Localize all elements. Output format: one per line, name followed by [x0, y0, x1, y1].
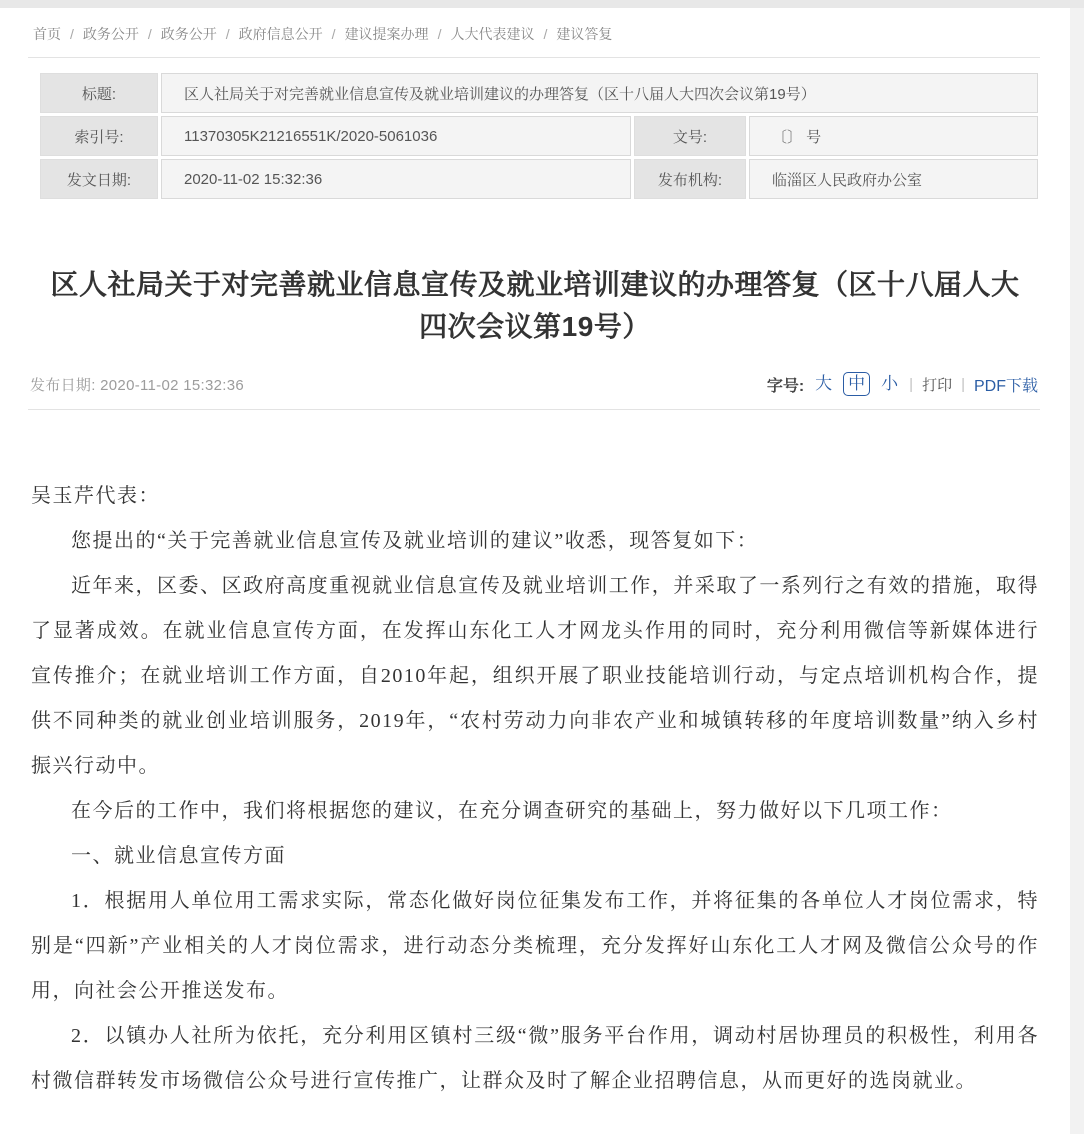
breadcrumb-separator: /	[225, 26, 230, 42]
meta-label-doc-number: 文号:	[634, 116, 746, 156]
meta-label-index-number: 索引号:	[40, 116, 158, 156]
paragraph: 1．根据用人单位用工需求实际，常态化做好岗位征集发布工作，并将征集的各单位人才岗位需求，特别是“四新”产业相关的人才岗位需求，进行动态分类梳理，充分发挥好山东化工人才网及微信公众号的作用，向社会公开推送发布。	[31, 890, 1039, 1002]
title-divider	[28, 409, 1040, 410]
paragraph: 2．以镇办人社所为依托，充分利用区镇村三级“微”服务平台作用，调动村居协理员的积极性，利用各村微信群转发市场微信公众号进行宣传推广，让群众及时了解企业招聘信息，从而更好的选岗就业。	[31, 1025, 1039, 1092]
document-meta-table	[37, 70, 1041, 202]
font-size-large-button[interactable]: 大	[815, 374, 833, 393]
breadcrumb-item-zhengwu-2[interactable]: 政务公开	[160, 26, 217, 42]
paragraph: 近年来，区委、区政府高度重视就业信息宣传及就业培训工作，并采取了一系列行之有效的措施，取得了显著成效。在就业信息宣传方面，在发挥山东化工人才网龙头作用的同时，充分利用微信等新媒体进行宣传推介；在就业培训工作方面，自2010年起，组织开展了职业技能培训行动，与定点培训机构合作，提供不同种类的就业创业培训服务，2019年，“农村劳动力向非农产业和城镇转移的年度培训数量”纳入乡村振兴行动中。	[31, 575, 1039, 777]
meta-row-date	[40, 159, 1038, 199]
breadcrumb	[0, 8, 1070, 44]
article-body	[31, 474, 1039, 1104]
meta-label-title: 标题:	[40, 73, 158, 113]
meta-value-issuing-agency: 临淄区人民政府办公室	[749, 159, 1038, 199]
paragraph-section-heading: 一、就业信息宣传方面	[71, 845, 286, 867]
breadcrumb-item-npc-suggestions[interactable]: 人大代表建议	[450, 26, 535, 42]
breadcrumb-separator: /	[543, 26, 548, 42]
breadcrumb-divider	[28, 57, 1040, 58]
breadcrumb-item-zhengwu-1[interactable]: 政务公开	[82, 26, 139, 42]
breadcrumb-item-proposal-handling[interactable]: 建议提案办理	[344, 26, 429, 42]
meta-value-title: 区人社局关于对完善就业信息宣传及就业培训建议的办理答复（区十八届人大四次会议第19号）	[161, 73, 1038, 113]
publish-date	[30, 374, 244, 395]
paragraph: 在今后的工作中，我们将根据您的建议，在充分调查研究的基础上，努力做好以下几项工作：	[71, 800, 953, 822]
breadcrumb-separator: /	[70, 26, 74, 42]
tools-separator: |	[961, 375, 965, 393]
meta-value-index-number: 11370305K21216551K/2020-5061036	[161, 116, 631, 156]
publish-date-label: 发布日期:	[30, 376, 96, 394]
pdf-download-button[interactable]: PDF下载	[973, 377, 1038, 395]
page-container	[0, 8, 1070, 1134]
meta-row-index	[40, 116, 1038, 156]
breadcrumb-separator: /	[437, 26, 442, 42]
top-strip	[0, 0, 1084, 8]
breadcrumb-item-gov-info[interactable]: 政府信息公开	[238, 26, 323, 42]
breadcrumb-item-suggestion-reply[interactable]: 建议答复	[556, 26, 613, 42]
meta-value-doc-number: 〔〕 号	[749, 116, 1038, 156]
breadcrumb-separator: /	[331, 26, 336, 42]
meta-row-title	[40, 73, 1038, 113]
publish-date-value: 2020-11-02 15:32:36	[100, 376, 245, 394]
font-size-small-button[interactable]: 小	[881, 374, 899, 393]
paragraph: 您提出的“关于完善就业信息宣传及就业培训的建议”收悉，现答复如下：	[71, 530, 759, 552]
breadcrumb-item-home[interactable]: 首页	[33, 26, 61, 42]
font-size-medium-button[interactable]: 中	[843, 372, 870, 396]
print-button[interactable]: 打印	[922, 376, 953, 394]
meta-value-issue-date: 2020-11-02 15:32:36	[161, 159, 631, 199]
article-info-bar	[30, 372, 1038, 396]
breadcrumb-separator: /	[147, 26, 152, 42]
meta-label-issue-date: 发文日期:	[40, 159, 158, 199]
meta-label-issuing-agency: 发布机构:	[634, 159, 746, 199]
font-size-label: 字号:	[766, 377, 805, 395]
article-tools	[767, 372, 1038, 396]
tools-separator: |	[909, 375, 914, 393]
page-title: 区人社局关于对完善就业信息宣传及就业培训建议的办理答复（区十八届人大四次会议第19号）	[50, 269, 1020, 342]
paragraph-salutation: 吴玉芹代表：	[31, 485, 160, 507]
